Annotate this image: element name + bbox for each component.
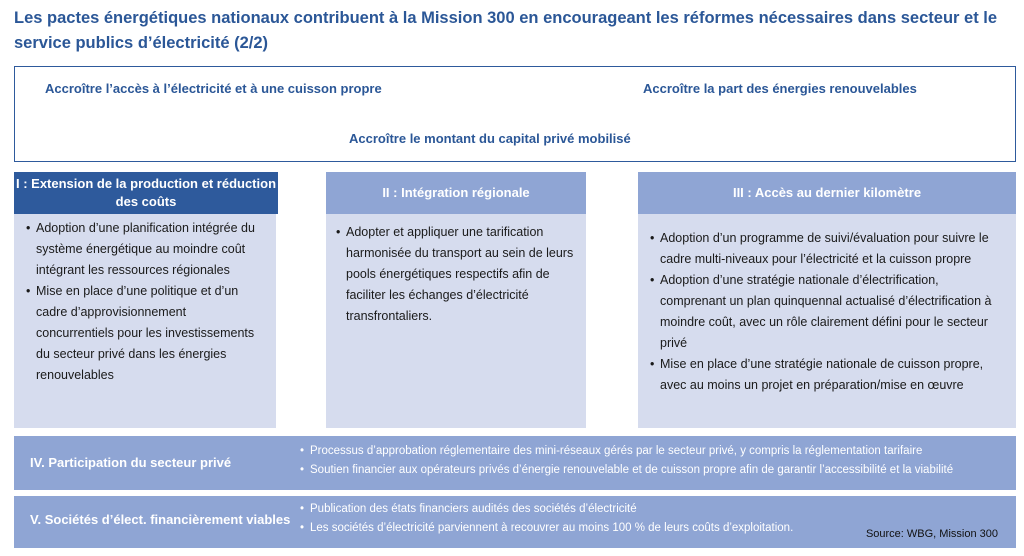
band-utilities — [14, 496, 1016, 548]
source-note: Source: WBG, Mission 300 — [865, 528, 998, 540]
objective-access: Accroître l’accès à l’électricité et à une cuisson propre — [45, 81, 382, 96]
objective-renewables: Accroître la part des énergies renouvelables — [643, 81, 917, 96]
pillar-2-bullet: • Adopter et appliquer une tarification harmonisée du transport au sein de leurs pools énergétiques respectifs afin de faciliter les échanges d’électricité transfrontaliers. — [336, 222, 574, 327]
band-private-sector-bullet: • Processus d’approbation réglementaire des mini-réseaux gérés par le secteur privé, y compris la réglementation tarifaire — [300, 442, 953, 461]
pillar-3-bullet: • Adoption d’un programme de suivi/évaluation pour suivre le cadre multi-niveaux pour l’électricité et la cuisson propre — [650, 228, 1006, 270]
band-utilities-bullet: • Les sociétés d’électricité parviennent à recouvrer au moins 100 % de leurs coûts d’exploitation. — [300, 519, 793, 538]
pillar-2-heading: II : Intégration régionale — [326, 172, 586, 214]
band-utilities-label: V. Sociétés d’élect. financièrement viables — [30, 512, 291, 527]
slide-title: Les pactes énergétiques nationaux contribuent à la Mission 300 en encourageant les réformes nécessaires dans secteur et le service publics d’électricité (2/2) — [14, 9, 998, 52]
band-utilities-bullet: • Publication des états financiers audités des sociétés d’électricité — [300, 500, 793, 519]
pillar-1-bullet: • Adoption d’une planification intégrée du système énergétique au moindre coût intégrant les ressources régionales — [26, 218, 266, 281]
pillar-2-body — [326, 214, 586, 428]
pillar-1-bullet: • Mise en place d’une politique et d’un cadre d’approvisionnement concurrentiels pour les investissements du secteur privé dans les énergies renouvelables — [26, 281, 266, 386]
pillar-3-heading: III : Accès au dernier kilomètre — [638, 172, 1016, 214]
pillar-1-body — [14, 214, 276, 428]
pillar-3-bullet: • Adoption d’une stratégie nationale d’électrification, comprenant un plan quinquennal actualisé d’électrification à moindre coût, avec un rôle clairement défini pour le secteur privé — [650, 270, 1006, 354]
band-private-sector-label: IV. Participation du secteur privé — [30, 455, 232, 470]
band-private-sector-bullet: • Soutien financier aux opérateurs privés d’énergie renouvelable et de cuisson propre afin de garantir l’accessibilité et la viabilité — [300, 461, 953, 480]
pillar-3-body — [638, 214, 1016, 428]
objectives-box — [14, 66, 1016, 162]
objective-private-capital: Accroître le montant du capital privé mobilisé — [349, 131, 631, 146]
pillar-3-bullet: • Mise en place d’une stratégie nationale de cuisson propre, avec au moins un projet en préparation/mise en œuvre — [650, 354, 1006, 396]
band-private-sector — [14, 436, 1016, 490]
pillar-1-heading: I : Extension de la production et réduction des coûts — [14, 172, 278, 214]
